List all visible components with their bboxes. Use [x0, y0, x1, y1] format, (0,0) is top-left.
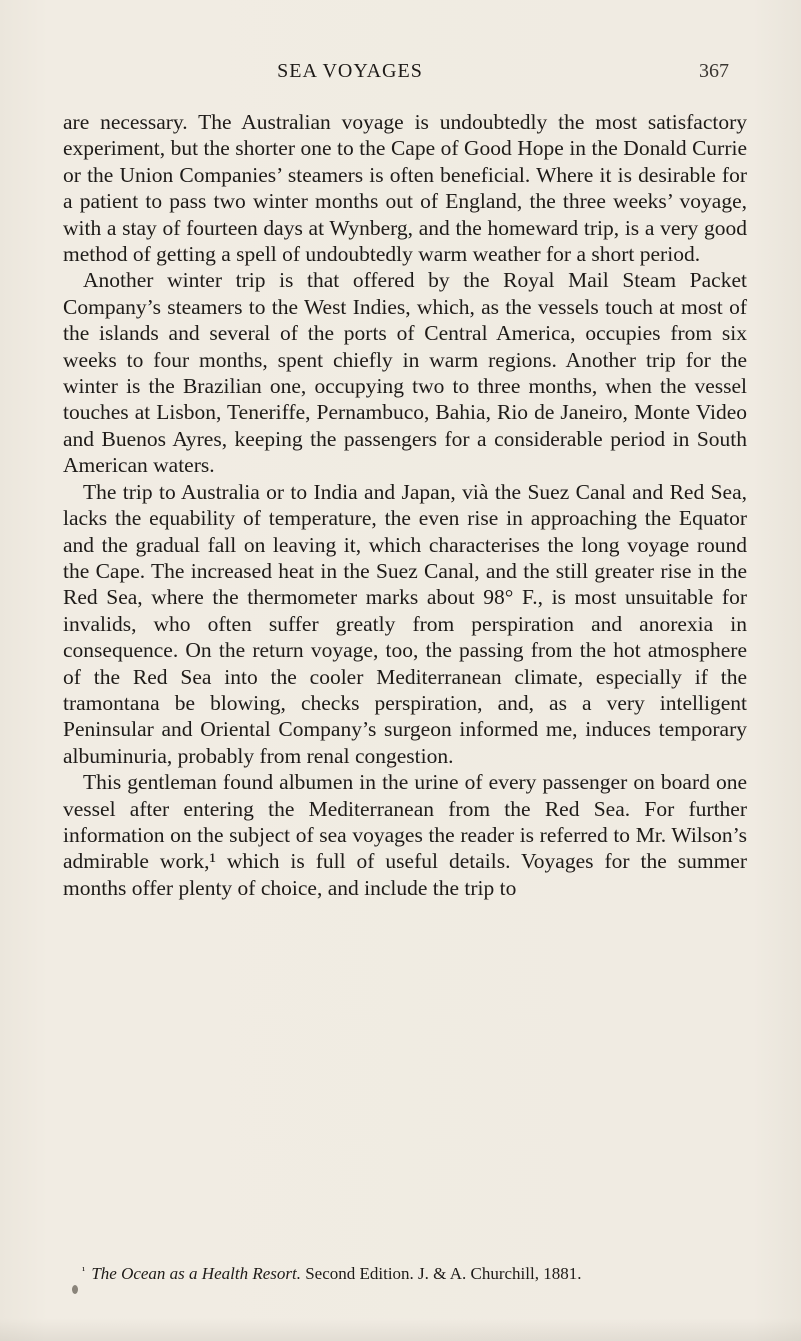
footnote-marker: ¹: [82, 1265, 86, 1277]
paragraph-albumen: This gentleman found albumen in the urine of every passenger on board one vessel after entering the Mediterranean from the Red Sea. For further information on the subject of sea voyages the reader is referred to Mr. Wilson’s admirable work,¹ which is full of useful details. Voyages for the summer months offer plenty of choice, and include the trip to: [63, 770, 747, 900]
footnote-citation: Second Edition. J. & A. Churchill, 1881.: [300, 1264, 582, 1283]
page-edge-shadow: [0, 1318, 801, 1341]
footnote-title: The Ocean as a Health Resort.: [91, 1264, 301, 1283]
ink-speck: [72, 1285, 78, 1294]
paragraph-winter-trips: Another winter trip is that offered by the Royal Mail Steam Packet Company’s steamers to the West Indies, which, as the vessels touch at most of the islands and several of the ports of Central America, occupies from six weeks to four months, spent chiefly in warm regions. Another trip for the winter is the Brazilian one, occupying two to three months, when the vessel touches at Lisbon, Teneriffe, Pernambuco, Bahia, Rio de Janeiro, Monte Video and Buenos Ayres, keeping the passengers for a considerable period in South American waters.: [63, 268, 747, 478]
body-text: [63, 109, 747, 901]
running-head-title: SEA VOYAGES: [277, 60, 423, 82]
paragraph-continued: are necessary. The Australian voyage is undoubtedly the most satisfactory experiment, but the shorter one to the Cape of Good Hope in the Donald Currie or the Union Companies’ steamers is often beneficial. Where it is desirable for a patient to pass two winter months out of England, the three weeks’ voyage, with a stay of fourteen days at Wynberg, and the homeward trip, is a very good method of getting a spell of undoubtedly warm weather for a short period.: [63, 110, 747, 267]
page-number: 367: [699, 60, 729, 82]
running-head: [0, 60, 801, 84]
paragraph-suez-route: The trip to Australia or to India and Japan, vià the Suez Canal and Red Sea, lacks the equability of temperature, the even rise in approaching the Equator and the gradual fall on leaving it, which characterises the long voyage round the Cape. The increased heat in the Suez Canal, and the still greater rise in the Red Sea, where the thermometer marks about 98° F., is most unsuitable for invalids, who often suffer greatly from perspiration and anorexia in consequence. On the return voyage, too, the passing from the hot atmosphere of the Red Sea into the cooler Mediterranean climate, especially if the tramontana be blowing, checks perspiration, and, as a very intelligent Peninsular and Oriental Company’s surgeon informed me, induces temporary albuminuria, probably from renal congestion.: [63, 479, 747, 768]
footnote: [82, 1261, 752, 1284]
